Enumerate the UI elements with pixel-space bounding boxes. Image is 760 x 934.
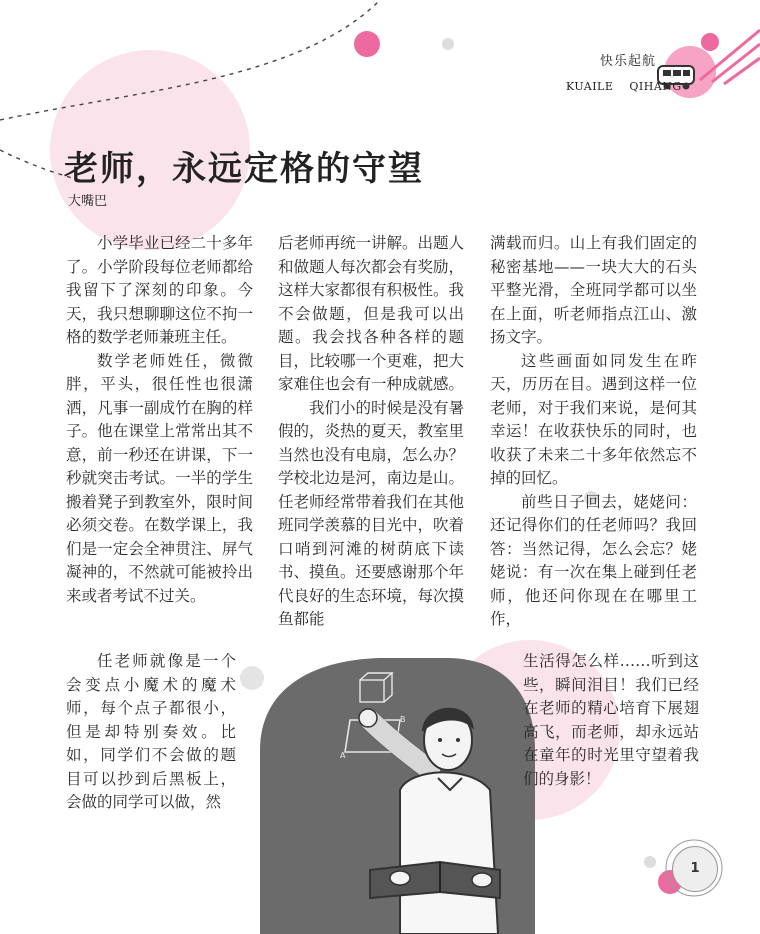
- paragraph: 小学毕业已经二十多年了。小学阶段每位老师都给我留下了深刻的印象。今天，我只想聊聊这位不拘一格的数学老师兼班主任。: [66, 234, 253, 346]
- article-column-1: [66, 232, 253, 608]
- page-gray-dot: [644, 856, 656, 868]
- board-mark-b: B: [400, 715, 406, 724]
- paragraph: 前些日子回去，姥姥问：还记得你们的任老师吗？我回答：当然记得，怎么会忘？姥姥说：有一次在集上碰到任老师，他还问你现在在哪里工作，: [490, 492, 697, 628]
- paragraph: 任老师就像是一个会变点小魔术的魔术师，每个点子都很小，但是却特别奏效。比如，同学们不会做的题目可以抄到后黑板上，会做的同学可以做，然: [66, 652, 236, 811]
- paragraph: 数学老师姓任，微微胖，平头，很任性也很潇洒，凡事一副成竹在胸的样子。他在课堂上常常出其不意，前一秒还在讲课，下一秒就突击考试。一半的学生搬着凳子到教室外，限时间必须交卷。在数学课上，我们是一定会全神贯注、屏气凝神的，不然就可能被拎出来或者考试不过关。: [66, 351, 253, 605]
- header-circle-small: [701, 33, 719, 51]
- article-column-3-lower: [523, 650, 699, 791]
- paragraph: 这些画面如同发生在昨天，历历在目。遇到这样一位老师，对于我们来说，是何其幸运！在收获快乐的同时，也收获了未来二十多年依然忘不掉的回忆。: [490, 351, 697, 487]
- page-number: 1: [672, 846, 718, 892]
- paragraph: 满载而归。山上有我们固定的秘密基地——一块大大的石头平整光滑，全班同学都可以坐在上面，听老师指点江山、激扬文字。: [490, 234, 697, 346]
- article-column-2: [278, 232, 464, 632]
- pink-dot-top: [354, 31, 380, 57]
- gray-dot-top: [442, 38, 454, 50]
- article-column-3: [490, 232, 697, 632]
- paragraph: 我们小的时候是没有暑假的，炎热的夏天，教室里当然也没有电扇，怎么办？学校北边是河，南边是山。任老师经常带着我们在其他班同学羡慕的目光中，吹着口哨到河滩的树荫底下读书、摸鱼。还要感谢那个年代良好的生态环境，每次摸鱼都能: [278, 398, 465, 628]
- paragraph: 后老师再统一讲解。出题人和做题人每次都会有奖励，这样大家都很有积极性。我不会做题，但是我可以出题。我会找各种各样的题目，比较哪一个更难，把大家难住也会有一种成就感。: [278, 234, 465, 393]
- teacher-illustration: [250, 640, 540, 934]
- paragraph: 生活得怎么样……听到这些，瞬间泪目！我们已经在老师的精心培育下展翅高飞，而老师，却永远站在童年的时光里守望着我们的身影！: [523, 652, 699, 788]
- author: 大嘴巴: [68, 194, 108, 209]
- article-column-1-lower: [66, 650, 236, 815]
- section-title-en: KUAILE QIHANG: [566, 80, 682, 93]
- board-mark-a: A: [340, 751, 346, 760]
- article-title: 老师，永远定格的守望: [64, 148, 424, 189]
- header-stripe: [724, 58, 760, 84]
- section-title-cn: 快乐起航: [600, 54, 657, 69]
